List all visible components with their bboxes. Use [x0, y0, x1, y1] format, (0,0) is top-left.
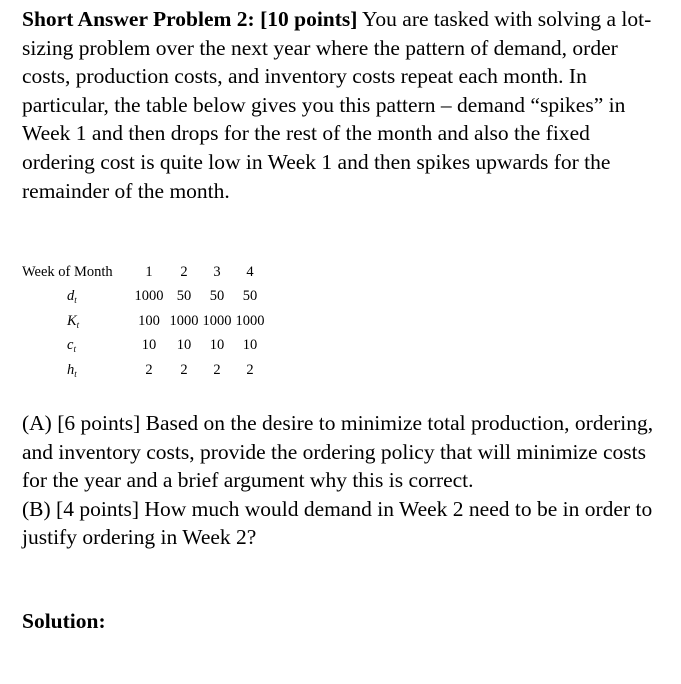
table-cell: 10 [141, 337, 157, 354]
table-cell: 2 [180, 361, 188, 378]
table-cell: 1000 [202, 312, 232, 329]
week-header: 4 [246, 263, 254, 280]
table-row-holding-cost [22, 358, 268, 383]
row-label-production-cost: $c_t$ [67, 337, 76, 355]
table-cell: 2 [145, 361, 153, 378]
table-row-demand [22, 285, 268, 310]
table-row-production-cost [22, 334, 268, 359]
row-label-order-cost: $K_t$ [67, 312, 80, 330]
problem-statement [22, 5, 667, 205]
week-header: 3 [213, 263, 221, 280]
row-label-holding-cost: $h_t$ [67, 361, 77, 379]
table-cell: 50 [176, 288, 192, 305]
part-a: (A) [6 points] Based on the desire to minimize total production, ordering, and inventory costs, provide the ordering policy that will minimize costs for the year and a brief argument why this is correct. [22, 411, 654, 493]
table-cell: 10 [242, 337, 258, 354]
problem-heading: Short Answer Problem 2: [10 points] [22, 7, 358, 31]
table-header-row [22, 260, 268, 285]
week-header: 1 [145, 263, 153, 280]
table-row-order-cost [22, 309, 268, 334]
part-b: (B) [4 points] How much would demand in Week 2 need to be in order to justify ordering in Week 2? [22, 496, 653, 550]
table-cell: 10 [176, 337, 192, 354]
table-cell: 1000 [235, 312, 265, 329]
table-cell: 10 [209, 337, 225, 354]
row-label-demand: $d_t$ [67, 288, 77, 306]
question-parts [22, 409, 667, 552]
table-cell: 1000 [134, 288, 164, 305]
solution-label: Solution: [22, 609, 106, 633]
week-of-month-label: Week of Month [22, 263, 113, 280]
table-cell: 50 [242, 288, 258, 305]
table-cell: 50 [209, 288, 225, 305]
week-header: 2 [180, 263, 188, 280]
table-cell: 100 [138, 312, 160, 329]
problem-text: You are tasked with solving a lot-sizing problem over the next year where the pattern of demand, order costs, production costs, and inventory costs repeat each month. In particular, the table below gives you this pattern – demand “spikes” in Week 1 and then drops for the rest of the month and also the fixed ordering cost is quite low in Week 1 and then spikes upwards for the remainder of the month. [22, 7, 652, 203]
table-cell: 1000 [169, 312, 199, 329]
table-cell: 2 [213, 361, 221, 378]
table-cell: 2 [246, 361, 254, 378]
demand-cost-table [22, 260, 268, 383]
